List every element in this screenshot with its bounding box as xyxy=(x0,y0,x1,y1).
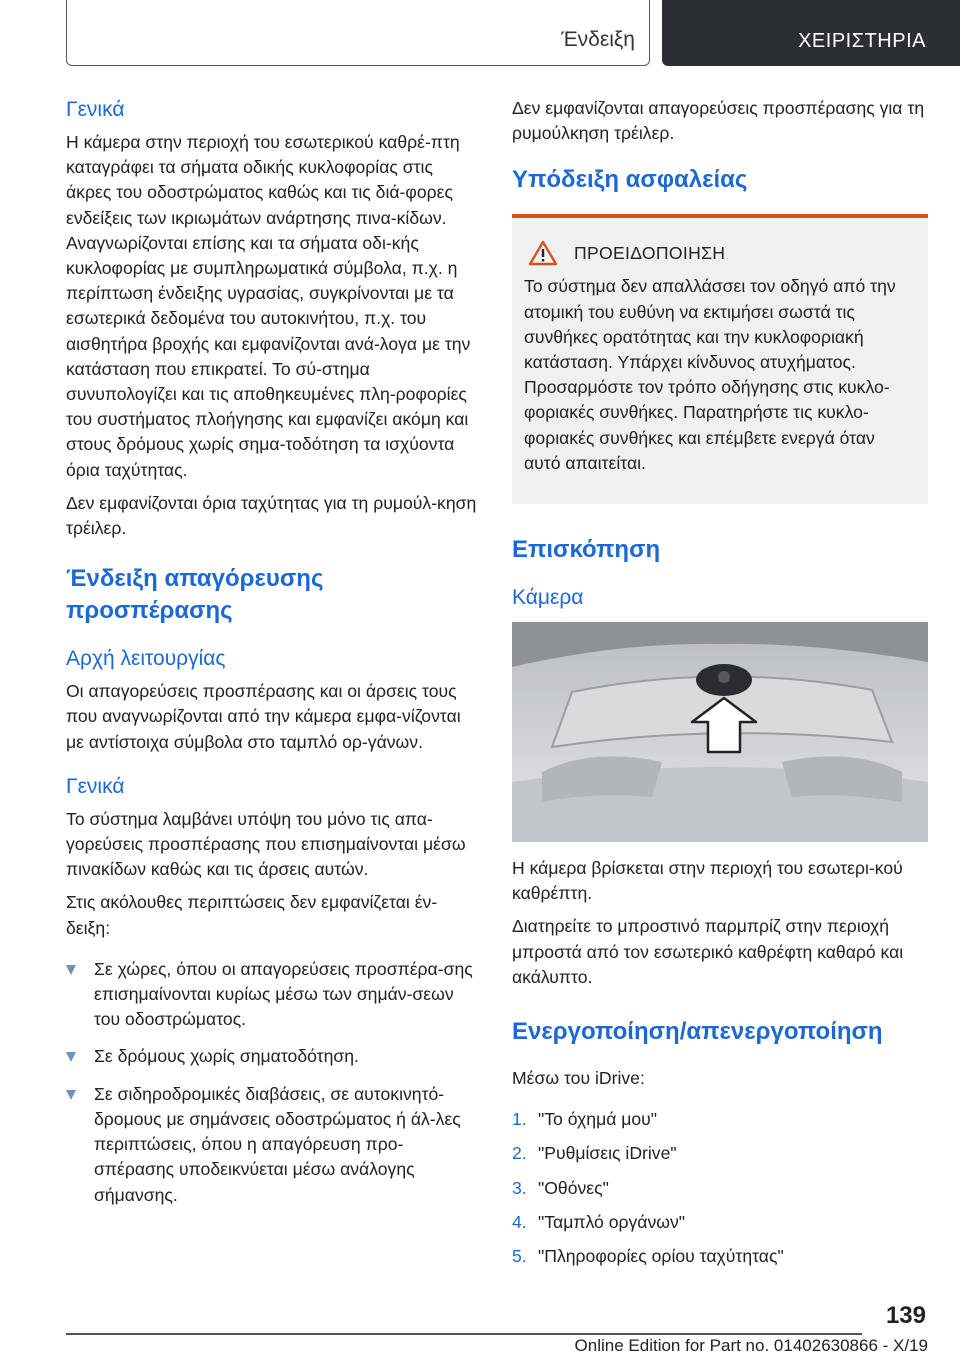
triangle-bullet-icon xyxy=(66,1090,76,1100)
edition-text: Online Edition for Part no. 01402630866 - X/19 xyxy=(574,1336,928,1355)
warning-box xyxy=(512,214,928,504)
heading-general: Γενικά xyxy=(66,774,125,798)
paragraph: Μέσω του iDrive: xyxy=(512,1068,645,1089)
section-title: Ένδειξη xyxy=(561,28,635,51)
list-item: 1. "Το όχημά μου" xyxy=(512,1109,658,1130)
right-column xyxy=(512,96,928,1278)
heading-general: Γενικά xyxy=(66,98,125,121)
paragraph: Το σύστημα λαμβάνει υπόψη του μόνο τις απα-γορεύσεις προσπέρασης που επισημαίνονται μέσω πινακίδων καθώς και τις άρσεις αυτών. xyxy=(66,808,466,880)
list-item: 3. "Οθόνες" xyxy=(512,1177,609,1198)
paragraph: Διατηρείτε το μπροστινό παρμπρίζ στην περιοχή μπροστά από τον εσωτερικό καθρέφτη καθαρό και ακάλυπτο. xyxy=(512,916,904,987)
heading-overview: Επισκόπηση xyxy=(512,536,661,564)
heading-activate: Ενεργοποίηση/απενεργοποίηση xyxy=(512,1018,883,1046)
list-item: 5. "Πληροφορίες ορίου ταχύτητας" xyxy=(512,1246,784,1267)
warning-text: Το σύστημα δεν απαλλάσσει τον οδηγό από την ατομική του ευθύνη να εκτιμήσει σωστά τις συνθήκες ορατότητας και την κυκλοφοριακή κατάσταση. Υπάρχει κίνδυνος ατυχήματος. Προσαρμόστε τον τρόπο οδήγησης στις κυκλο-φοριακές συνθήκες. Παρατηρήστε τις κυκλο-φοριακές συνθήκες και επέμβετε ενεργά όταν αυτό απαιτείται. xyxy=(524,276,896,473)
triangle-bullet-icon xyxy=(66,1052,76,1062)
heading-principle: Αρχή λειτουργίας xyxy=(66,647,226,671)
triangle-bullet-icon xyxy=(66,965,76,975)
paragraph: Οι απαγορεύσεις προσπέρασης και οι άρσεις τους που αναγνωρίζονται από την κάμερα εμφα-νίζονται με αντίστοιχα σύμβολα στο ταμπλό ορ-γάνων. xyxy=(66,681,461,752)
list-item: Σε σιδηροδρομικές διαβάσεις, σε αυτοκινητό-δρομους με σημάνσεις οδοστρώματος ή άλ-λες περιπτώσεις, όπου η απαγόρευση προ-σπέρασης υποδεικνύεται μέσω ανάλογης σήμανσης. xyxy=(66,1082,478,1208)
chapter-title: ΧΕΙΡΙΣΤΗΡΙΑ xyxy=(798,30,926,52)
heading-safety: Υπόδειξη ασφαλείας xyxy=(512,166,748,194)
list-item: Σε δρόμους χωρίς σηματοδότηση. xyxy=(66,1044,478,1069)
left-column xyxy=(66,96,478,1220)
page-header xyxy=(66,0,960,66)
camera-location-photo xyxy=(512,622,928,842)
warning-triangle-icon xyxy=(528,240,558,266)
paragraph: Δεν εμφανίζονται απαγορεύσεις προσπέρασης για τη ρυμούλκηση τρέιλερ. xyxy=(512,98,925,144)
paragraph: Στις ακόλουθες περιπτώσεις δεν εμφανίζεται έν-δειξη: xyxy=(66,892,438,938)
list-item: 2. "Ρυθμίσεις iDrive" xyxy=(512,1143,677,1164)
footer-divider xyxy=(66,1333,862,1335)
section-tab xyxy=(66,0,650,66)
heading-overtaking-display: Ένδειξη απαγόρευσης προσπέρασης xyxy=(66,565,324,625)
paragraph: Δεν εμφανίζονται όρια ταχύτητας για τη ρυμούλ-κηση τρέιλερ. xyxy=(66,492,477,539)
list-item: Σε χώρες, όπου οι απαγορεύσεις προσπέρα-σης επισημαίνονται κυρίως μέσω των σημάν-σεων του οδοστρώματος. xyxy=(66,957,478,1033)
chapter-tab xyxy=(662,0,960,66)
list-item: 4. "Ταμπλό οργάνων" xyxy=(512,1211,686,1232)
warning-title: ΠΡΟΕΙΔΟΠΟΙΗΣΗ xyxy=(574,242,726,263)
paragraph: Η κάμερα βρίσκεται στην περιοχή του εσωτερι-κού καθρέπτη. xyxy=(512,858,903,904)
warning-header xyxy=(524,218,916,266)
heading-camera: Κάμερα xyxy=(512,586,584,610)
paragraph: Η κάμερα στην περιοχή του εσωτερικού καθρέ-πτη καταγράφει τα σήματα οδικής κυκλοφορίας στις άκρες του οδοστρώματος καθώς και τις διά-φορες ενδείξεις των ικριωμάτων ανάρτησης πινα-κίδων. Αναγνωρίζονται επίσης και τα σήματα οδι-κής κυκλοφορίας με συμπληρωματικά σύμβολα, π.χ. η περίπτωση ένδειξης υγρασίας, συγκρίνονται με τα εσωτερικά δεδομένα του αυτοκινήτου, π.χ. του αισθητήρα βροχής και εμφανίζονται ανά-λογα με την κατάσταση που επικρατεί. Το σύ-στημα συνυπολογίζει και τις αποθηκευμένες πλη-ροφορίες του συστήματος πλοήγησης και εμφανίζει ακόμη και στους δρόμους χωρίς σημα-τοδότηση τα ισχύοντα όρια ταχύτητας. xyxy=(66,132,471,480)
page-number: 139 xyxy=(885,1302,926,1329)
